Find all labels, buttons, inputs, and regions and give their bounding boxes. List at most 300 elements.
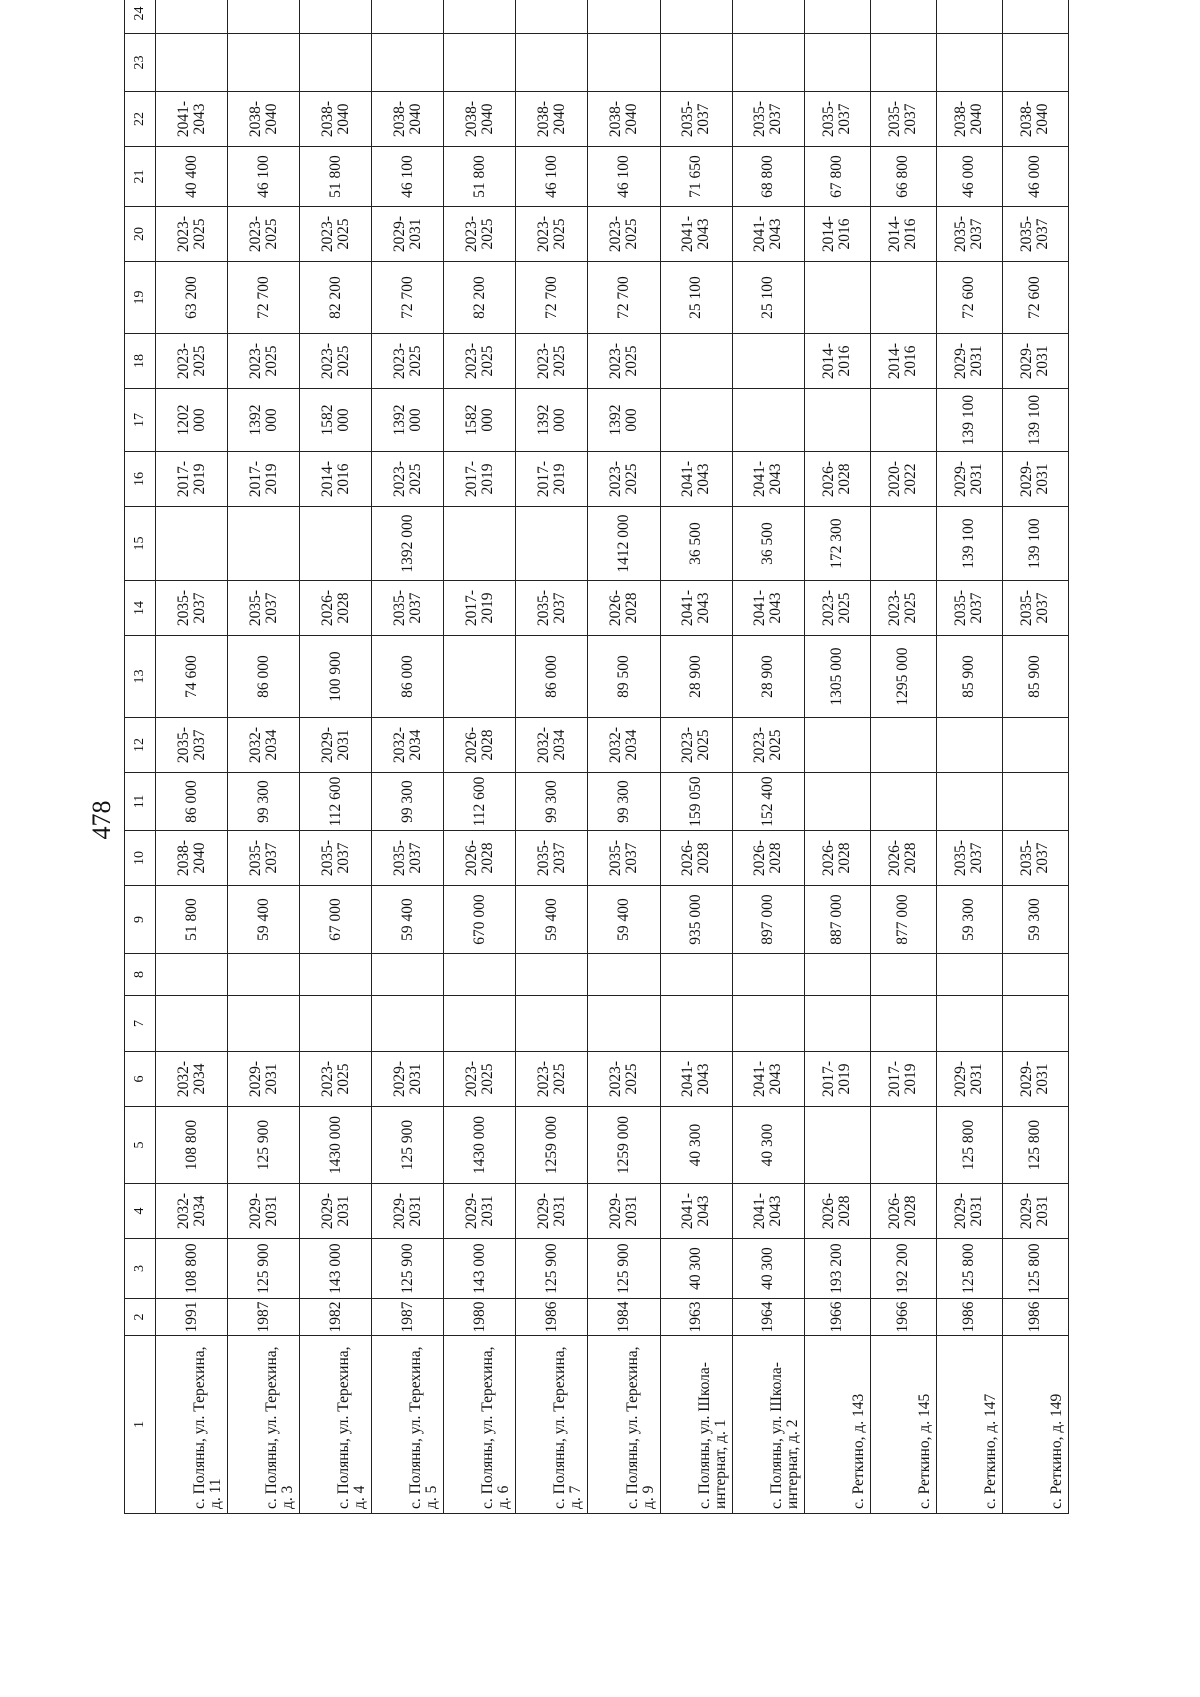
table-cell [444, 34, 516, 92]
table-cell: 2023-2025 [156, 207, 228, 262]
table-row [660, 0, 732, 1514]
table-cell: 82 200 [444, 262, 516, 334]
table-cell [516, 507, 588, 581]
table-cell [1002, 718, 1068, 773]
table-cell: 46 000 [936, 147, 1002, 207]
table-cell: 125 800 [1002, 1239, 1068, 1299]
table-row [870, 0, 936, 1514]
table-cell [516, 954, 588, 996]
table-cell: 46 100 [228, 147, 300, 207]
column-number-16: 16 [125, 452, 156, 507]
table-cell [300, 954, 372, 996]
table-cell [870, 718, 936, 773]
table-cell: 1986 [1002, 1299, 1068, 1336]
table-cell [300, 34, 372, 92]
table-cell: 2023-2025 [732, 718, 804, 773]
table-cell: 2029-2031 [444, 1184, 516, 1239]
address-cell: с. Поляны, ул. Школа-интернат, д. 2 [732, 1336, 804, 1514]
column-number-17: 17 [125, 389, 156, 452]
table-cell [936, 996, 1002, 1052]
table-cell: 108 800 [156, 1107, 228, 1184]
table-cell: 2041-2043 [732, 1052, 804, 1107]
table-row [444, 0, 516, 1514]
table-cell: 139 100 [1002, 389, 1068, 452]
table-cell: 2029-2031 [936, 1184, 1002, 1239]
table-cell: 2029-2031 [936, 334, 1002, 389]
table-cell [516, 0, 588, 34]
table-cell [300, 996, 372, 1052]
table-cell: 2041-2043 [660, 207, 732, 262]
table-cell [588, 954, 660, 996]
table-cell: 125 800 [1002, 1107, 1068, 1184]
table-cell: 2041-2043 [732, 1184, 804, 1239]
table-cell [660, 0, 732, 34]
table-cell [732, 0, 804, 34]
table-cell [804, 954, 870, 996]
table-cell: 2038-2040 [588, 92, 660, 147]
table-cell: 1392 000 [228, 389, 300, 452]
housing-repair-table [124, 0, 1069, 1514]
column-number-12: 12 [125, 718, 156, 773]
table-row [300, 0, 372, 1514]
table-cell: 2032-2034 [228, 718, 300, 773]
table-cell: 40 300 [732, 1239, 804, 1299]
table-cell: 2023-2025 [156, 334, 228, 389]
table-cell: 1259 000 [588, 1107, 660, 1184]
table-cell: 2029-2031 [1002, 334, 1068, 389]
table-cell: 2029-2031 [228, 1184, 300, 1239]
table-cell: 2026-2028 [660, 831, 732, 886]
table-cell: 1964 [732, 1299, 804, 1336]
table-cell: 125 900 [228, 1107, 300, 1184]
table-cell [300, 507, 372, 581]
table-cell [870, 0, 936, 34]
table-cell: 887 000 [804, 886, 870, 954]
table-cell: 1980 [444, 1299, 516, 1336]
table-row [516, 0, 588, 1514]
table-cell [156, 954, 228, 996]
table-cell [1002, 996, 1068, 1052]
table-cell: 2026-2028 [804, 831, 870, 886]
column-number-10: 10 [125, 831, 156, 886]
table-cell: 36 500 [732, 507, 804, 581]
table-cell: 2029-2031 [1002, 1184, 1068, 1239]
address-cell: с. Поляны, ул. Терехина, д. 9 [588, 1336, 660, 1514]
table-cell [870, 1107, 936, 1184]
table-cell: 2035-2037 [870, 92, 936, 147]
table-cell: 2023-2025 [516, 1052, 588, 1107]
table-cell: 2020-2022 [870, 452, 936, 507]
table-cell: 1984 [588, 1299, 660, 1336]
column-number-6: 6 [125, 1052, 156, 1107]
table-cell: 139 100 [936, 389, 1002, 452]
address-cell: с. Поляны, ул. Терехина, д. 5 [372, 1336, 444, 1514]
table-cell: 40 300 [732, 1107, 804, 1184]
table-cell: 2026-2028 [444, 831, 516, 886]
table-row [588, 0, 660, 1514]
table-cell: 2035-2037 [1002, 831, 1068, 886]
table-cell: 2032-2034 [156, 1052, 228, 1107]
table-cell: 2032-2034 [156, 1184, 228, 1239]
table-cell: 2023-2025 [300, 334, 372, 389]
table-cell: 2032-2034 [588, 718, 660, 773]
table-cell: 125 800 [936, 1239, 1002, 1299]
table-cell: 51 800 [444, 147, 516, 207]
table-cell: 2014-2016 [300, 452, 372, 507]
column-number-11: 11 [125, 773, 156, 831]
table-cell: 2035-2037 [372, 581, 444, 636]
table-cell: 99 300 [516, 773, 588, 831]
table-cell [1002, 34, 1068, 92]
table-cell: 2026-2028 [444, 718, 516, 773]
table-cell: 2029-2031 [372, 1052, 444, 1107]
table-cell: 1430 000 [444, 1107, 516, 1184]
table-cell [444, 996, 516, 1052]
table-cell: 85 900 [1002, 636, 1068, 718]
table-cell: 1991 [156, 1299, 228, 1336]
table-cell: 1392 000 [516, 389, 588, 452]
table-cell [444, 0, 516, 34]
table-cell [660, 34, 732, 92]
column-number-15: 15 [125, 507, 156, 581]
table-cell [228, 34, 300, 92]
table-cell [444, 507, 516, 581]
column-number-20: 20 [125, 207, 156, 262]
table-cell: 99 300 [372, 773, 444, 831]
table-cell: 2017-2019 [444, 452, 516, 507]
table-cell: 2017-2019 [804, 1052, 870, 1107]
table-cell: 36 500 [660, 507, 732, 581]
column-number-21: 21 [125, 147, 156, 207]
table-cell [870, 389, 936, 452]
table-cell [228, 0, 300, 34]
address-cell: с. Реткино, д. 145 [870, 1336, 936, 1514]
table-cell: 1392 000 [372, 507, 444, 581]
table-cell [228, 996, 300, 1052]
table-cell: 2026-2028 [588, 581, 660, 636]
table-cell: 2041-2043 [732, 207, 804, 262]
table-cell: 71 650 [660, 147, 732, 207]
column-number-7: 7 [125, 996, 156, 1052]
table-cell: 112 600 [300, 773, 372, 831]
table-cell: 89 500 [588, 636, 660, 718]
table-cell: 2023-2025 [228, 334, 300, 389]
table-cell: 2026-2028 [870, 1184, 936, 1239]
table-cell: 2023-2025 [870, 581, 936, 636]
table-cell: 193 200 [804, 1239, 870, 1299]
table-cell: 67 000 [300, 886, 372, 954]
table-cell: 2023-2025 [372, 334, 444, 389]
table-cell [732, 334, 804, 389]
table-cell: 100 900 [300, 636, 372, 718]
table-cell: 125 900 [228, 1239, 300, 1299]
table-cell [156, 0, 228, 34]
table-cell: 2035-2037 [588, 831, 660, 886]
table-cell [516, 996, 588, 1052]
table-cell: 2014-2016 [804, 207, 870, 262]
table-cell: 2023-2025 [588, 1052, 660, 1107]
table-cell [936, 773, 1002, 831]
column-number-2: 2 [125, 1299, 156, 1336]
table-cell: 2017-2019 [444, 581, 516, 636]
table-body [125, 0, 1069, 1514]
table-cell: 2023-2025 [804, 581, 870, 636]
table-cell: 86 000 [372, 636, 444, 718]
table-cell [732, 996, 804, 1052]
table-cell: 2023-2025 [660, 718, 732, 773]
table-cell: 1259 000 [516, 1107, 588, 1184]
table-cell: 125 900 [372, 1239, 444, 1299]
column-number-1: 1 [125, 1336, 156, 1514]
table-cell: 46 100 [372, 147, 444, 207]
table-cell [588, 0, 660, 34]
table-cell: 99 300 [228, 773, 300, 831]
table-cell: 59 400 [588, 886, 660, 954]
table-cell: 2023-2025 [228, 207, 300, 262]
table-cell [156, 507, 228, 581]
table-cell: 2023-2025 [588, 452, 660, 507]
table-cell [660, 996, 732, 1052]
table-cell: 1986 [516, 1299, 588, 1336]
table-cell [660, 334, 732, 389]
table-cell [444, 954, 516, 996]
column-number-3: 3 [125, 1239, 156, 1299]
table-row [228, 0, 300, 1514]
table-cell: 59 400 [372, 886, 444, 954]
column-number-19: 19 [125, 262, 156, 334]
table-cell: 72 700 [516, 262, 588, 334]
table-cell: 2038-2040 [516, 92, 588, 147]
table-cell: 2029-2031 [372, 207, 444, 262]
table-cell: 2014-2016 [870, 207, 936, 262]
table-cell [1002, 773, 1068, 831]
table-cell: 2026-2028 [804, 1184, 870, 1239]
table-cell: 2041-2043 [660, 452, 732, 507]
table-cell: 112 600 [444, 773, 516, 831]
column-number-14: 14 [125, 581, 156, 636]
table-cell: 2035-2037 [372, 831, 444, 886]
table-row [804, 0, 870, 1514]
address-cell: с. Поляны, ул. Терехина, д. 3 [228, 1336, 300, 1514]
table-cell: 2038-2040 [300, 92, 372, 147]
address-cell: с. Поляны, ул. Терехина, д. 4 [300, 1336, 372, 1514]
table-cell: 2029-2031 [372, 1184, 444, 1239]
table-cell: 172 300 [804, 507, 870, 581]
table-cell: 28 900 [732, 636, 804, 718]
table-cell: 67 800 [804, 147, 870, 207]
table-row [1002, 0, 1068, 1514]
table-cell [936, 34, 1002, 92]
table-cell: 2017-2019 [870, 1052, 936, 1107]
table-cell: 59 300 [1002, 886, 1068, 954]
table-cell: 2023-2025 [300, 207, 372, 262]
table-cell: 85 900 [936, 636, 1002, 718]
table-cell: 2035-2037 [804, 92, 870, 147]
table-cell [588, 996, 660, 1052]
table-row [372, 0, 444, 1514]
table-cell: 2023-2025 [444, 334, 516, 389]
table-cell: 2041-2043 [732, 452, 804, 507]
address-cell: с. Поляны, ул. Терехина, д. 7 [516, 1336, 588, 1514]
table-cell [870, 34, 936, 92]
table-cell: 2023-2025 [516, 334, 588, 389]
table-cell [804, 1107, 870, 1184]
table-cell [804, 262, 870, 334]
table-cell: 2038-2040 [1002, 92, 1068, 147]
address-cell: с. Поляны, ул. Школа-интернат, д. 1 [660, 1336, 732, 1514]
table-cell [156, 996, 228, 1052]
table-cell: 125 800 [936, 1107, 1002, 1184]
table-cell: 25 100 [660, 262, 732, 334]
column-number-8: 8 [125, 954, 156, 996]
table-cell [804, 718, 870, 773]
table-cell [660, 954, 732, 996]
table-cell [804, 996, 870, 1052]
table-cell: 2035-2037 [1002, 207, 1068, 262]
column-number-9: 9 [125, 886, 156, 954]
table-cell: 2023-2025 [588, 207, 660, 262]
table-cell: 1582 000 [300, 389, 372, 452]
table-cell: 1430 000 [300, 1107, 372, 1184]
table-cell [372, 954, 444, 996]
table-cell: 935 000 [660, 886, 732, 954]
column-number-24: 24 [125, 0, 156, 34]
table-cell [804, 34, 870, 92]
table-cell: 72 600 [1002, 262, 1068, 334]
column-number-row [125, 0, 156, 1514]
table-cell: 2029-2031 [588, 1184, 660, 1239]
table-cell [804, 773, 870, 831]
table-cell: 2017-2019 [228, 452, 300, 507]
table-cell: 2035-2037 [156, 718, 228, 773]
table-cell: 2038-2040 [156, 831, 228, 886]
table-cell: 125 900 [588, 1239, 660, 1299]
table-cell: 1582 000 [444, 389, 516, 452]
table-cell: 139 100 [1002, 507, 1068, 581]
table-cell [588, 34, 660, 92]
table-rotator [124, 6, 1069, 1514]
table-cell: 877 000 [870, 886, 936, 954]
table-cell: 86 000 [156, 773, 228, 831]
table-cell: 2017-2019 [516, 452, 588, 507]
table-cell: 63 200 [156, 262, 228, 334]
table-cell: 2038-2040 [936, 92, 1002, 147]
table-cell [156, 34, 228, 92]
page-number: 478 [87, 800, 116, 840]
table-cell [936, 954, 1002, 996]
table-cell: 25 100 [732, 262, 804, 334]
table-cell: 1412 000 [588, 507, 660, 581]
table-cell: 108 800 [156, 1239, 228, 1299]
table-cell: 192 200 [870, 1239, 936, 1299]
table-cell: 46 100 [588, 147, 660, 207]
table-cell: 2035-2037 [732, 92, 804, 147]
table-cell: 2026-2028 [804, 452, 870, 507]
table-cell [870, 954, 936, 996]
table-cell: 1202 000 [156, 389, 228, 452]
column-number-13: 13 [125, 636, 156, 718]
table-cell: 2029-2031 [228, 1052, 300, 1107]
table-cell [732, 954, 804, 996]
table-cell: 2038-2040 [228, 92, 300, 147]
table-cell: 46 100 [516, 147, 588, 207]
table-cell: 125 900 [516, 1239, 588, 1299]
table-cell: 99 300 [588, 773, 660, 831]
table-cell: 2041-2043 [156, 92, 228, 147]
table-cell: 2032-2034 [372, 718, 444, 773]
table-cell: 2041-2043 [660, 581, 732, 636]
table-frame [124, 6, 1200, 1509]
table-cell: 1986 [936, 1299, 1002, 1336]
table-cell: 2035-2037 [936, 207, 1002, 262]
table-cell [444, 636, 516, 718]
table-cell [870, 507, 936, 581]
table-cell [732, 34, 804, 92]
table-cell: 74 600 [156, 636, 228, 718]
table-cell: 2014-2016 [804, 334, 870, 389]
table-cell: 1987 [372, 1299, 444, 1336]
table-cell: 2035-2037 [660, 92, 732, 147]
table-cell: 51 800 [300, 147, 372, 207]
table-cell: 1295 000 [870, 636, 936, 718]
table-cell [300, 0, 372, 34]
table-cell: 82 200 [300, 262, 372, 334]
table-cell [1002, 0, 1068, 34]
column-number-5: 5 [125, 1107, 156, 1184]
table-cell: 46 000 [1002, 147, 1068, 207]
table-cell: 1392 000 [372, 389, 444, 452]
table-cell: 2023-2025 [444, 207, 516, 262]
table-cell: 139 100 [936, 507, 1002, 581]
table-cell: 2029-2031 [936, 452, 1002, 507]
column-number-23: 23 [125, 34, 156, 92]
table-cell: 2035-2037 [1002, 581, 1068, 636]
table-cell: 2029-2031 [300, 718, 372, 773]
table-cell [228, 507, 300, 581]
table-cell: 2029-2031 [936, 1052, 1002, 1107]
table-cell: 2023-2025 [516, 207, 588, 262]
table-cell: 2035-2037 [936, 581, 1002, 636]
address-cell: с. Поляны, ул. Терехина, д. 11 [156, 1336, 228, 1514]
table-cell: 2029-2031 [300, 1184, 372, 1239]
table-cell: 2023-2025 [300, 1052, 372, 1107]
table-cell [372, 0, 444, 34]
table-cell: 1982 [300, 1299, 372, 1336]
table-cell: 2041-2043 [660, 1052, 732, 1107]
table-row [156, 0, 228, 1514]
table-cell: 897 000 [732, 886, 804, 954]
table-cell: 59 300 [936, 886, 1002, 954]
table-cell: 86 000 [228, 636, 300, 718]
table-cell: 152 400 [732, 773, 804, 831]
table-cell: 2029-2031 [1002, 452, 1068, 507]
table-cell [372, 996, 444, 1052]
table-cell: 66 800 [870, 147, 936, 207]
table-cell: 1392 000 [588, 389, 660, 452]
table-cell: 1963 [660, 1299, 732, 1336]
address-cell: с. Реткино, д. 149 [1002, 1336, 1068, 1514]
table-cell: 2035-2037 [300, 831, 372, 886]
table-cell: 40 400 [156, 147, 228, 207]
table-cell: 2023-2025 [444, 1052, 516, 1107]
address-cell: с. Поляны, ул. Терехина, д. 6 [444, 1336, 516, 1514]
table-cell: 1987 [228, 1299, 300, 1336]
table-cell [870, 262, 936, 334]
table-cell: 2014-2016 [870, 334, 936, 389]
table-cell [804, 389, 870, 452]
table-cell: 2026-2028 [300, 581, 372, 636]
table-cell: 2023-2025 [588, 334, 660, 389]
